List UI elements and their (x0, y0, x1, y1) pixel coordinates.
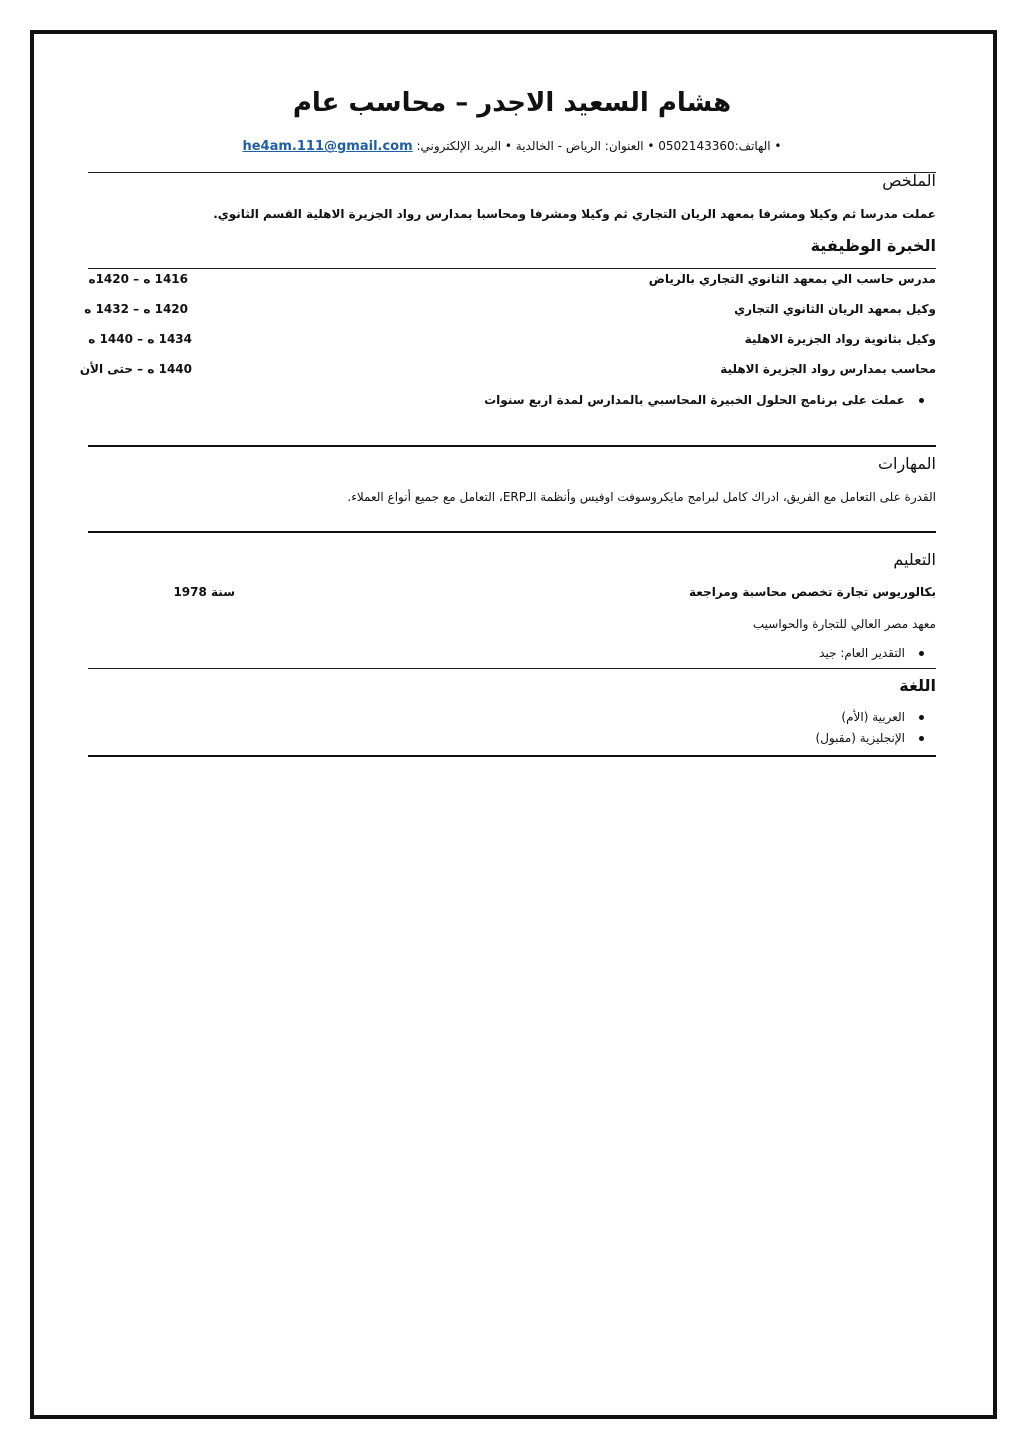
list-item (819, 646, 924, 660)
contact-details: • الهاتف:0502143360 • العنوان: الرياض - الخالدية • البريد الإلكتروني: (416, 139, 782, 153)
contact-line (0, 139, 1024, 154)
divider (88, 668, 936, 669)
summary-heading: الملخص (882, 171, 936, 190)
list-item-text: الإنجليزية (مقبول) (815, 731, 905, 745)
summary-text: عملت مدرسا ثم وكيلا ومشرفا بمعهد الريان التجاري ثم وكيلا ومشرفا ومحاسبا بمدارس رواد الجزيرة الاهلية القسم الثانوي. (213, 207, 936, 221)
divider (88, 531, 936, 533)
education-heading: التعليم (893, 550, 936, 569)
skills-text: القدرة على التعامل مع الفريق، ادراك كامل لبرامج مايكروسوفت اوفيس وأنظمة الـERP، التعامل مع جميع أنواع العملاء. (347, 490, 936, 504)
skills-heading: المهارات (877, 454, 936, 473)
bullet-icon (919, 715, 924, 720)
bullet-icon (919, 651, 924, 656)
divider (88, 268, 936, 269)
page-title: هشام السعيد الاجدر – محاسب عام (292, 88, 732, 118)
job-dates: 1434 ه – 1440 ه (88, 332, 192, 346)
job-dates: 1440 ه – حتى الأن (79, 362, 192, 376)
job-title: وكيل بمعهد الريان الثانوي التجاري (734, 302, 936, 316)
graduation-year: سنة 1978 (173, 585, 235, 599)
job-title: محاسب بمدارس رواد الجزيرة الاهلية (720, 362, 936, 376)
list-item-text: العربية (الأم) (841, 710, 905, 724)
language-heading: اللغة (899, 676, 936, 695)
degree: بكالوريوس تجارة تخصص محاسبة ومراجعة (689, 585, 936, 599)
bullet-icon (919, 398, 924, 403)
divider (88, 445, 936, 447)
list-item-text: التقدير العام: جيد (819, 646, 905, 660)
list-item (484, 393, 924, 407)
divider (88, 755, 936, 757)
job-title: مدرس حاسب الي بمعهد الثانوي التجاري بالرياض (648, 272, 936, 286)
list-item-text: عملت على برنامج الحلول الخبيرة المحاسبي بالمدارس لمدة اربع سنوات (484, 393, 905, 407)
institute: معهد مصر العالي للتجارة والحواسيب (752, 617, 936, 631)
job-dates: 1420 ه – 1432 ه (84, 302, 188, 316)
divider (88, 172, 936, 173)
list-item (816, 731, 924, 745)
email-link[interactable]: he4am.111@gmail.com (242, 139, 413, 154)
experience-heading: الخبرة الوظيفية (810, 236, 936, 255)
job-title: وكيل بثانوية رواد الجزيرة الاهلية (744, 332, 936, 346)
bullet-icon (919, 736, 924, 741)
job-dates: 1416 ه – 1420ه (88, 272, 188, 286)
list-item (841, 710, 924, 724)
